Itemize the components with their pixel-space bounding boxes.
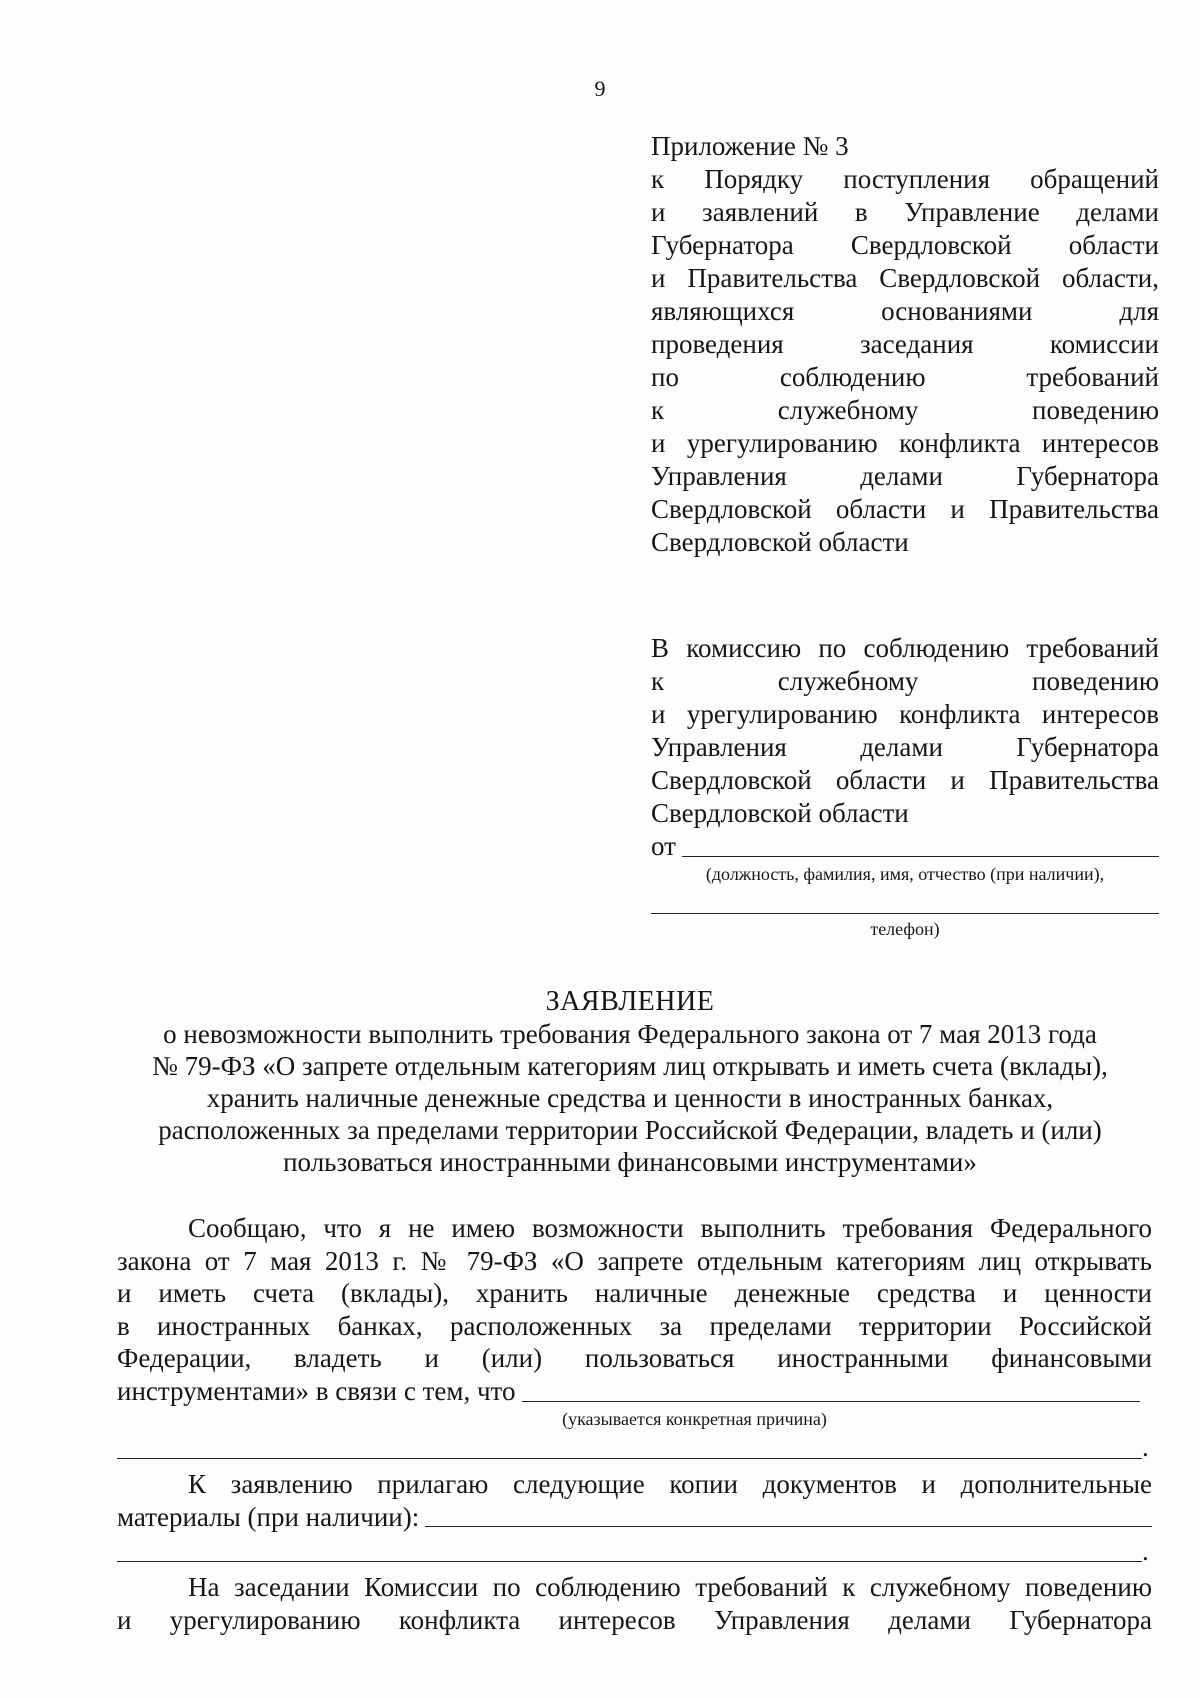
reason-caption: (указывается конкретная причина) [562, 1408, 827, 1429]
appendix-line: по соблюдению требований [651, 362, 1159, 392]
from-caption: (должность, фамилия, имя, отчество (при наличии), [705, 864, 1105, 884]
document-heading: ЗАЯВЛЕНИЕ [545, 986, 715, 1017]
appendix-line: к Порядку поступления обращений [651, 164, 1159, 194]
recipient-line: к служебному поведению [651, 666, 1159, 696]
paragraph-2 [117, 1468, 1152, 1568]
appendix-line: проведения заседания комиссии [651, 329, 1159, 359]
paragraph-1-tail: инструментами» в связи с тем, что [117, 1376, 516, 1406]
appendix-line: и заявлений в Управление делами [651, 197, 1159, 227]
appendix-header [651, 130, 1159, 559]
recipient-line: В комиссию по соблюдению требований [651, 633, 1159, 663]
appendix-line: являющихся основаниями для [651, 296, 1159, 326]
subtitle-line: расположенных за пределами территории Российской Федерации, владеть и (или) [158, 1115, 1102, 1145]
paragraph-1-line: и иметь счета (вклады), хранить наличные денежные средства и ценности [117, 1278, 1152, 1308]
page-number: 9 [594, 76, 606, 101]
paragraph-1-line: в иностранных банках, расположенных за пределами территории Российской [117, 1310, 1152, 1341]
materials-fill-line[interactable] [425, 1526, 1152, 1527]
from-fill-line[interactable] [682, 856, 1159, 857]
appendix-line: к служебному поведению [651, 395, 1159, 425]
from-row [651, 830, 1159, 863]
document-body [117, 1212, 1152, 1636]
appendix-line: и урегулированию конфликта интересов [651, 428, 1159, 458]
appendix-line: Свердловской области и Правительства [651, 494, 1159, 524]
from-label: от [651, 831, 676, 861]
subtitle-line: о невозможности выполнить требования Федерального закона от 7 мая 2013 года [163, 1019, 1097, 1049]
paragraph-1 [117, 1212, 1152, 1464]
reason-fill-line[interactable] [522, 1401, 1140, 1402]
paragraph-2-line: К заявлению прилагаю следующие копии документов и дополнительные [188, 1468, 1152, 1499]
reason-continuation-line[interactable] [117, 1458, 1142, 1459]
recipient-line: Свердловской области и Правительства [651, 765, 1159, 795]
recipient-line: Свердловской области [651, 798, 909, 828]
phone-caption: телефон) [870, 919, 940, 939]
paragraph-1-line: закона от 7 мая 2013 г. № 79-ФЗ «О запрете отдельным категориям лиц открывать [117, 1245, 1152, 1276]
appendix-line: и Правительства Свердловской области, [651, 263, 1159, 293]
reason-row [117, 1375, 1152, 1408]
reason-continuation-row [117, 1430, 1152, 1464]
paragraph-2-tail: материалы (при наличии): [117, 1501, 420, 1532]
document-subtitle [100, 1018, 1160, 1178]
end-dot: . [1142, 1535, 1149, 1566]
subtitle-line: № 79-ФЗ «О запрете отдельным категориям лиц открывать и иметь счета (вклады), [152, 1051, 1108, 1081]
recipient-lines [651, 632, 1159, 830]
recipient-line: Управления делами Губернатора [651, 732, 1159, 762]
appendix-line: Губернатора Свердловской области [651, 230, 1159, 260]
paragraph-3-line: На заседании Комиссии по соблюдению требований к служебному поведению [188, 1572, 1152, 1602]
appendix-line: Приложение № 3 [651, 131, 849, 161]
subtitle-line: пользоваться иностранными финансовыми инструментами» [283, 1147, 977, 1177]
end-dot: . [1142, 1432, 1149, 1462]
appendix-line: Управления делами Губернатора [651, 461, 1159, 491]
paragraph-3 [117, 1571, 1152, 1636]
phone-fill-line[interactable] [651, 885, 1159, 914]
paragraph-1-line: Сообщаю, что я не имею возможности выполнить требования Федерального [188, 1213, 1152, 1243]
subtitle-line: хранить наличные денежные средства и ценности в иностранных банках, [206, 1083, 1054, 1113]
recipient-line: и урегулированию конфликта интересов [651, 699, 1159, 729]
materials-continuation-line[interactable] [117, 1561, 1142, 1562]
recipient-block [651, 632, 1159, 940]
appendix-line: Свердловской области [651, 527, 909, 557]
paragraph-3-line: и урегулированию конфликта интересов Управления делами Губернатора [117, 1604, 1152, 1635]
document-title [100, 986, 1160, 1178]
paragraph-1-line: Федерации, владеть и (или) пользоваться иностранными финансовыми [117, 1343, 1152, 1373]
materials-row [117, 1500, 1152, 1533]
materials-continuation-row [117, 1533, 1152, 1567]
